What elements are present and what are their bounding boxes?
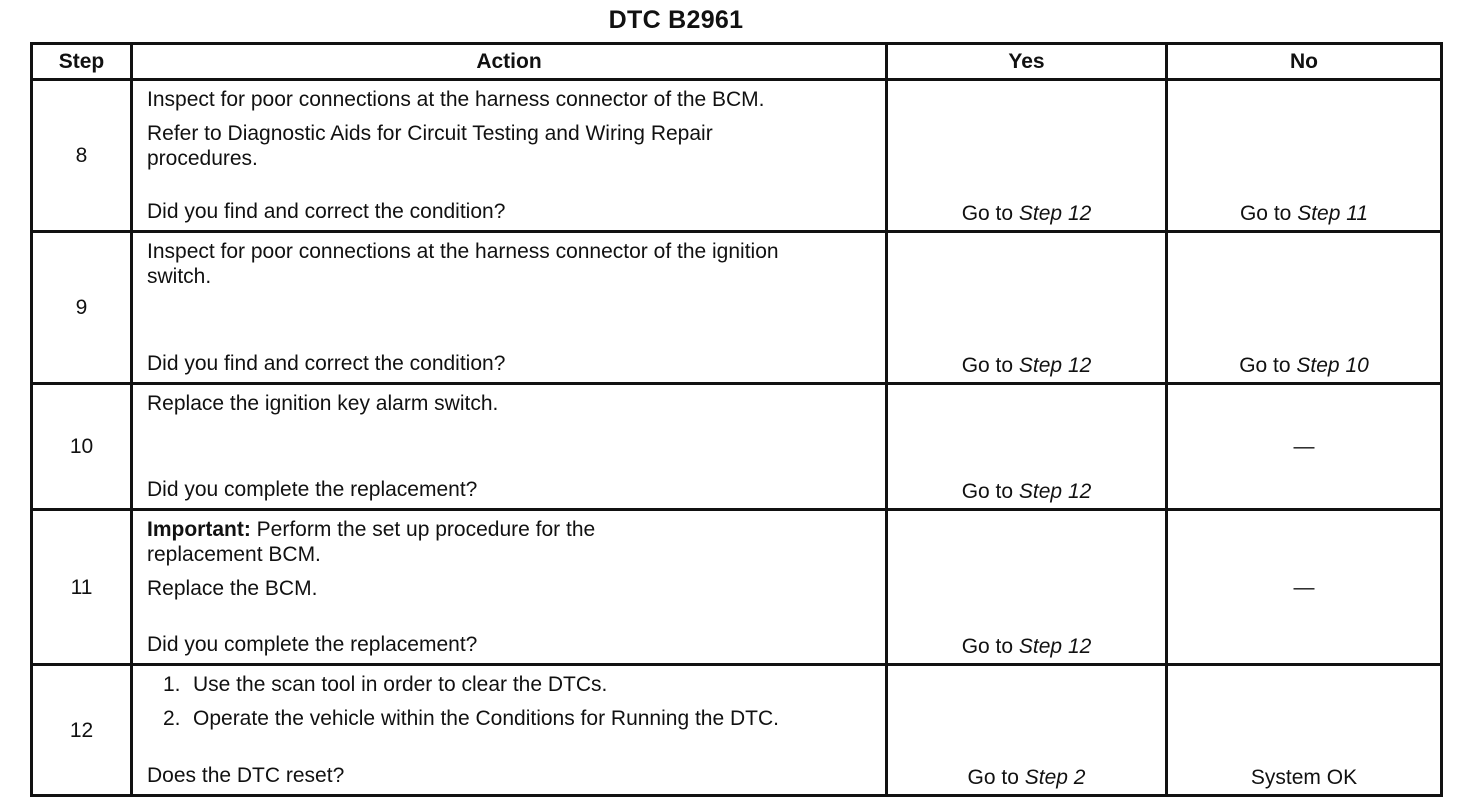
yes-prefix: Go to xyxy=(967,766,1019,789)
list-text: Use the scan tool in order to clear the DTCs. xyxy=(193,673,608,696)
dtc-table xyxy=(30,42,1443,797)
action-question: Did you complete the replacement? xyxy=(147,478,478,501)
table-row xyxy=(32,80,1442,232)
no-dash: — xyxy=(1293,575,1315,599)
important-label: Important: xyxy=(147,518,251,541)
action-text: Replace the BCM. xyxy=(147,577,318,600)
no-cell xyxy=(1167,510,1442,665)
list-item xyxy=(163,706,813,731)
step-number: 11 xyxy=(32,510,132,665)
step-number: 12 xyxy=(32,665,132,796)
action-text: Inspect for poor connections at the harness connector of the ignition switch. xyxy=(147,240,779,288)
table-row xyxy=(32,665,1442,796)
header-yes: Yes xyxy=(887,44,1167,80)
yes-cell xyxy=(887,80,1167,232)
yes-step-link[interactable]: Step 2 xyxy=(1024,766,1086,789)
yes-cell xyxy=(887,232,1167,384)
action-text: Refer to Diagnostic Aids for Circuit Testing and Wiring Repair procedures. xyxy=(147,122,713,170)
action-question: Did you find and correct the condition? xyxy=(147,200,506,223)
header-step: Step xyxy=(32,44,132,80)
yes-cell xyxy=(887,510,1167,665)
yes-prefix: Go to xyxy=(961,635,1014,658)
step-number: 8 xyxy=(32,80,132,232)
action-cell xyxy=(132,80,887,232)
no-step-link[interactable]: Step 11 xyxy=(1297,202,1369,225)
procedure-list xyxy=(147,672,871,731)
yes-step-link[interactable]: Step 12 xyxy=(1018,354,1092,377)
table-row xyxy=(32,510,1442,665)
action-cell xyxy=(132,510,887,665)
list-item xyxy=(163,672,813,697)
list-number: 2. xyxy=(163,707,181,730)
action-cell xyxy=(132,384,887,510)
no-cell xyxy=(1167,384,1442,510)
action-question: Did you find and correct the condition? xyxy=(147,352,506,375)
no-step-link[interactable]: Step 10 xyxy=(1296,354,1369,377)
yes-prefix: Go to xyxy=(961,202,1014,225)
list-number: 1. xyxy=(163,673,181,696)
no-prefix: Go to xyxy=(1239,202,1292,225)
action-text: Replace the ignition key alarm switch. xyxy=(147,392,499,415)
no-dash: — xyxy=(1293,435,1315,458)
action-cell xyxy=(132,232,887,384)
yes-step-link[interactable]: Step 12 xyxy=(1018,202,1092,225)
step-number: 9 xyxy=(32,232,132,384)
yes-prefix: Go to xyxy=(961,354,1014,377)
table-row xyxy=(32,232,1442,384)
important-text: Perform the set up procedure for the replacement BCM. xyxy=(147,518,596,566)
yes-step-link[interactable]: Step 12 xyxy=(1018,635,1092,658)
page-title: DTC B2961 xyxy=(608,6,744,34)
list-text: Operate the vehicle within the Conditions for Running the DTC. xyxy=(193,707,779,730)
header-no: No xyxy=(1167,44,1442,80)
header-action: Action xyxy=(132,44,887,80)
action-question: Does the DTC reset? xyxy=(147,764,345,787)
no-result: System OK xyxy=(1250,766,1358,789)
no-cell xyxy=(1167,665,1442,796)
no-cell xyxy=(1167,80,1442,232)
yes-step-link[interactable]: Step 12 xyxy=(1018,480,1092,503)
action-text: Inspect for poor connections at the harness connector of the BCM. xyxy=(147,88,765,111)
no-cell xyxy=(1167,232,1442,384)
yes-cell xyxy=(887,384,1167,510)
important-note xyxy=(147,517,707,567)
table-row xyxy=(32,384,1442,510)
step-number: 10 xyxy=(32,384,132,510)
yes-prefix: Go to xyxy=(961,480,1014,503)
header-row xyxy=(32,44,1442,80)
action-cell xyxy=(132,665,887,796)
no-prefix: Go to xyxy=(1239,354,1291,377)
yes-cell xyxy=(887,665,1167,796)
action-question: Did you complete the replacement? xyxy=(147,633,478,656)
